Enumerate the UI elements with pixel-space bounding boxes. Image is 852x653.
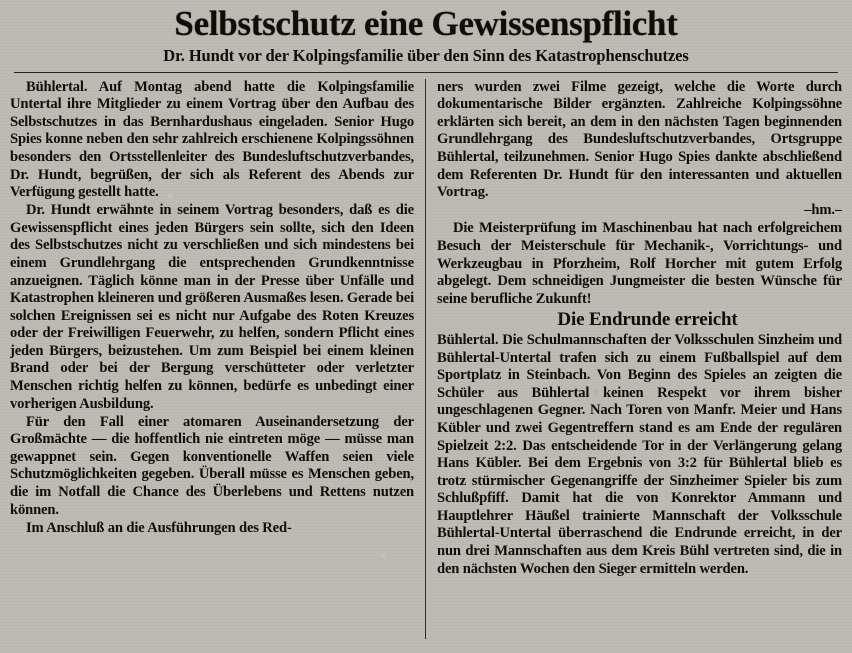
paragraph (437, 332, 842, 578)
right-column (426, 79, 842, 639)
paragraph-text: Im Anschluß an die Ausführungen des Red- (26, 519, 292, 536)
section-heading: Die Endrunde erreicht (557, 308, 738, 330)
left-column (10, 79, 426, 639)
paragraph (437, 220, 842, 308)
paragraph-text: ners wurden zwei Filme gezeigt, welche die Worte durch dokumentarische Bilder ergänzten. Zahlreiche Kolpingssöhne erklärten sich bereit, an dem in den nächsten Tagen beginnenden Grundlehrgang des Bundesluftschutzverbandes, Ortsgruppe Bühlertal, teilzunehmen. Senior Hugo Spies dankte abschließend dem Referenten Dr. Hundt für den interessanten und aktuellen Vortrag. (437, 78, 842, 201)
paragraph-text: Die Schulmannschaften der Volksschulen Sinzheim und Bühlertal-Untertal trafen sich zu einem Fußballspiel auf dem Sportplatz in Steinbach. Von Beginn des Spieles an zeigten die Schüler aus Bühlertal keinen Respekt vor ihrem bisher ungeschlagenen Gegner. Nach Toren von Manfr. Meier und Hans Kübler und zwei Gegentreffern stand es am Ende der regulären Spielzeit 2:2. Das entscheidende Tor in der Verlängerung gelang Hans Kübler. Bei dem Ergebnis von 3:2 für Bühlertal blieb es trotz stürmischer Gegenangriffe der Sinzheimer Spieler bis zum Schlußpfiff. Damit hat die von Konrektor Ammann und Hauptlehrer Häußel trainierte Mannschaft der Volksschule Bühlertal-Untertal überraschend die Endrunde erreicht, in der nun drei Mannschaften aus dem Kreis Bühl vertreten sind, die in den nächsten Wochen den Sieger ermitteln werden. (437, 332, 842, 577)
paragraph-text: Auf Montag abend hatte die Kolpingsfamilie Untertal ihre Mitglieder zu einem Vortrag über den Aufbau des Selbstschutzes in das Bernhardushaus eingeladen. Senior Hugo Spies konne neben den sehr zahlreich erschienene Kolpingssöhnen besonders den Ortsstellenleiter des Bundesluftschutzverbandes, Dr. Hundt, begrüßen, der sich als Referent des Abends zur Verfügung gestellt hatte. (10, 78, 414, 201)
paragraph-lead: Die Meisterprüfung im Maschinenbau (453, 220, 693, 237)
paragraph-text: hat nach erfolgreichem Besuch der Meisterschule für Mechanik-, Vorrichtungs- und Werkzeugbau in Pforzheim, Rolf Horcher mit gutem Erfolg abgelegt. Dem schneidigen Jungmeister die besten Wünsche für seine berufliche Zukunft! (437, 220, 842, 307)
article-columns (10, 79, 842, 639)
paragraph-text: Für den Fall einer atomaren Auseinandersetzung der Großmächte — die hoffentlich nie eintreten möge — müsse man gewappnet sein. Gegen konventionelle Waffen seien viele Schutzmöglichkeiten gegeben. Überall müsse es Menschen geben, die im Notfall die Chance des Überlebens und Rettens nutzen können. (10, 413, 414, 518)
dateline: Bühlertal. (26, 78, 88, 95)
page-title: Selbstschutz eine Gewissenspflicht (174, 4, 678, 43)
paragraph-text: Dr. Hundt erwähnte in seinem Vortrag besonders, daß es die Gewissenspflicht eines jeden Bürgers sein sollte, sich den Ideen des Selbstschutzes nicht zu verschließen und sich mindestens bei einem Grundlehrgang die entsprechenden Grundkenntnisse anzueignen. Täglich könne man in der Presse über Unfälle und Katastrophen kleineren und größeren Ausmaßes lesen. Gerade bei solchen Ereignissen sei es nicht nur Aufgabe des Roten Kreuzes oder der Freiwilligen Feuerwehr, zu helfen, sondern Pflicht eines jeden Bürgers, beizustehen. Um zum Beispiel bei einem kleinen Brand oder bei der Bergung verschütteter oder verletzter Menschen richtig helfen zu können, bedürfe es unbedingt einer vorherigen Ausbildung. (10, 202, 414, 412)
paragraph (10, 202, 414, 413)
dateline: Bühlertal. (437, 332, 499, 349)
author-signoff: –hm.– (804, 202, 842, 219)
paragraph (10, 414, 414, 519)
paragraph (437, 79, 842, 202)
divider-rule (14, 72, 838, 73)
paragraph (10, 520, 414, 538)
paragraph (10, 79, 414, 202)
subheadline: Dr. Hundt vor der Kolpingsfamilie über den Sinn des Katastrophenschutzes (163, 45, 689, 65)
